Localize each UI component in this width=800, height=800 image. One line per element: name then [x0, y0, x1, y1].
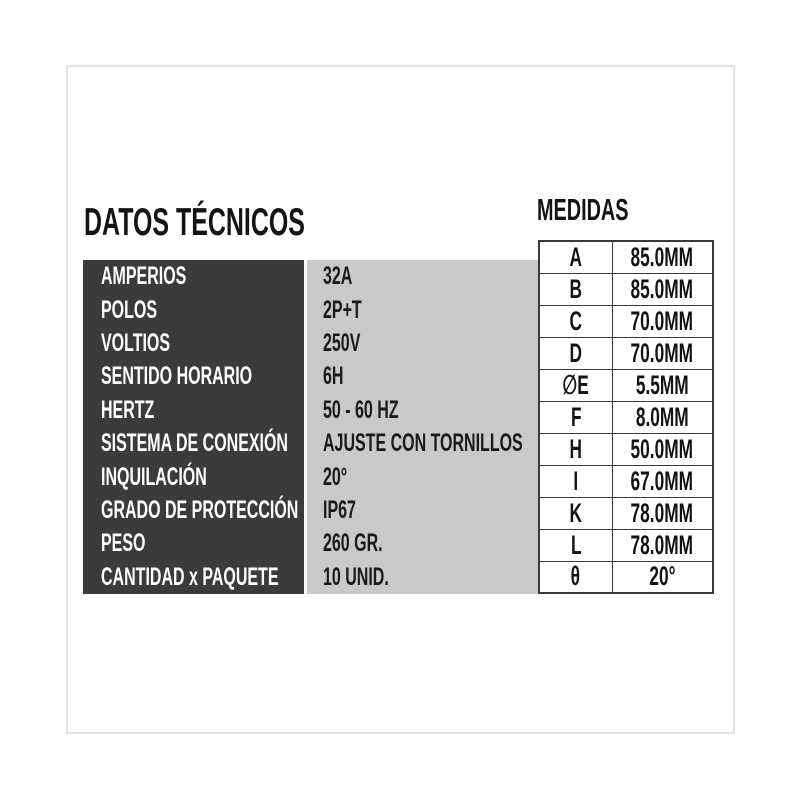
spec-value: 10 UNID. [323, 562, 389, 591]
measure-value: 8.0MM [612, 401, 713, 433]
spec-label: HERTZ [101, 395, 155, 424]
spec-row-label [83, 360, 304, 393]
measure-row [539, 337, 713, 369]
spec-label: SISTEMA DE CONEXIÓN [101, 429, 288, 458]
measure-row [539, 401, 713, 433]
measure-row [539, 529, 713, 561]
spec-value: AJUSTE CON TORNILLOS [323, 429, 523, 458]
measure-row [539, 465, 713, 497]
spec-value: 6H [323, 362, 344, 391]
spec-value: IP67 [323, 495, 356, 524]
measure-value: 78.0MM [612, 497, 713, 529]
spec-label: CANTIDAD x PAQUETE [101, 562, 279, 591]
medidas-title-text: MEDIDAS [537, 192, 629, 227]
spec-value: 250V [323, 328, 361, 357]
datos-labels-column [83, 260, 304, 594]
measure-value: 78.0MM [612, 529, 713, 561]
spec-label: VOLTIOS [101, 328, 171, 357]
measure-row [539, 561, 713, 593]
spec-label: GRADO DE PROTECCIÓN [101, 495, 299, 524]
spec-row-label [83, 327, 304, 360]
measure-value: 70.0MM [612, 337, 713, 369]
measure-key: F [539, 401, 612, 433]
spec-label: PESO [101, 529, 146, 558]
measure-row [539, 305, 713, 337]
spec-row-label [83, 260, 304, 293]
measure-value: 20° [612, 561, 713, 593]
measure-row [539, 433, 713, 465]
spec-value: 50 - 60 HZ [323, 395, 399, 424]
spec-value: 2P+T [323, 295, 362, 324]
spec-row-label [83, 460, 304, 493]
measure-row [539, 369, 713, 401]
measure-value: 85.0MM [612, 273, 713, 305]
spec-label: POLOS [101, 295, 158, 324]
spec-row-label [83, 561, 304, 594]
measure-row [539, 241, 713, 273]
spec-value: 260 GR. [323, 529, 383, 558]
measure-key: C [539, 305, 612, 337]
datos-tecnicos-title-text: DATOS TÉCNICOS [84, 201, 305, 244]
spec-label: INQUILACIÓN [101, 462, 207, 491]
spec-label: AMPERIOS [101, 262, 187, 291]
spec-row-label [83, 293, 304, 326]
datos-tecnicos-title [84, 203, 429, 242]
measure-key: ∅E [539, 369, 612, 401]
measure-value: 67.0MM [612, 465, 713, 497]
spec-row-label [83, 494, 304, 527]
measure-key: L [539, 529, 612, 561]
measure-key: K [539, 497, 612, 529]
spec-value: 32A [323, 262, 353, 291]
content-frame [66, 65, 735, 734]
measure-key: D [539, 337, 612, 369]
measure-key: θ [539, 561, 612, 593]
medidas-table [538, 240, 714, 594]
measure-key: H [539, 433, 612, 465]
datos-tecnicos-table [83, 260, 523, 594]
measure-key: B [539, 273, 612, 305]
spec-value: 20° [323, 462, 348, 491]
measure-key: A [539, 241, 612, 273]
measure-key: I [539, 465, 612, 497]
measure-value: 85.0MM [612, 241, 713, 273]
spec-row-label [83, 527, 304, 560]
medidas-title [537, 194, 680, 225]
measure-value: 5.5MM [612, 369, 713, 401]
spec-row-label [83, 394, 304, 427]
measure-row [539, 273, 713, 305]
spec-row-label [83, 427, 304, 460]
measure-value: 50.0MM [612, 433, 713, 465]
spec-label: SENTIDO HORARIO [101, 362, 253, 391]
measure-row [539, 497, 713, 529]
measure-value: 70.0MM [612, 305, 713, 337]
